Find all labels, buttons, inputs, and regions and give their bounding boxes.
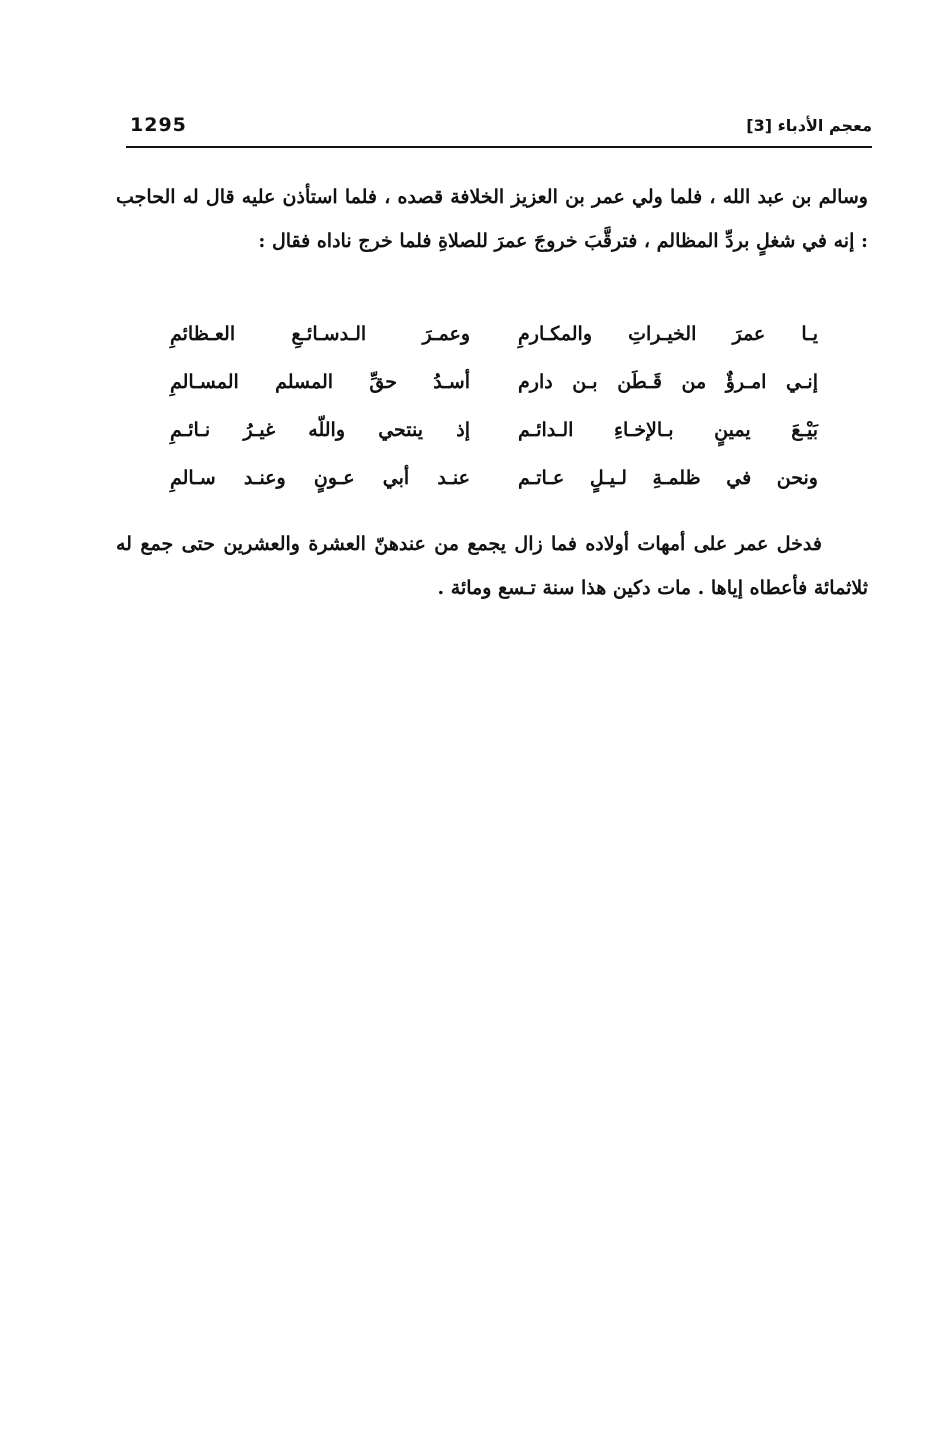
verse-2	[170, 360, 818, 408]
verse-1-second-hemistich: وعمـرَ الـدسـائـعِ العـظائمِ	[170, 323, 470, 345]
page-number: 1295	[130, 114, 187, 136]
verse-1	[170, 312, 818, 360]
verse-3-first-hemistich: بَيْـعَ يمينٍ بـالإخـاءِ الـدائـم	[518, 419, 818, 441]
verse-2-second-hemistich: أسـدُ حقِّ المسلم المسـالمِ	[170, 371, 470, 393]
verse-4-first-hemistich: ونحن في ظلمـةِ لـيـلٍ عـاتـم	[518, 467, 818, 489]
paragraph-closing: فدخل عمر على أمهات أولاده فما زال يجمع من عندهنّ العشرة والعشرين حتى جمع له ثلاثمائة فأعطاه إياها . مات دكين هذا سنة تـسع ومائة .	[116, 533, 868, 599]
verse-2-first-hemistich: إنـي امـرؤٌ من قَـطَن بـن دارم	[518, 371, 818, 393]
verse-4	[170, 456, 818, 504]
paragraph-intro: وسالم بن عبد الله ، فلما ولي عمر بن العزيز الخلافة قصده ، فلما استأذن عليه قال له الحاجب : إنه في شغلٍ بردِّ المظالم ، فترقَّبَ خروجَ عمرَ للصلاةِ فلما خرج ناداه فقال :	[116, 186, 868, 252]
verse-3	[170, 408, 818, 456]
verse-3-second-hemistich: إذ ينتحي واللّه غيـرُ نـائـمِ	[170, 419, 470, 441]
page-header	[126, 108, 872, 148]
verse-4-second-hemistich: عنـد أبي عـونٍ وعنـد سـالمِ	[170, 467, 470, 489]
poem	[170, 312, 818, 504]
running-title: معجم الأدباء [3]	[746, 116, 872, 135]
verse-1-first-hemistich: يـا عمرَ الخيـراتِ والمكـارمِ	[518, 323, 818, 345]
header-rule	[126, 146, 872, 148]
